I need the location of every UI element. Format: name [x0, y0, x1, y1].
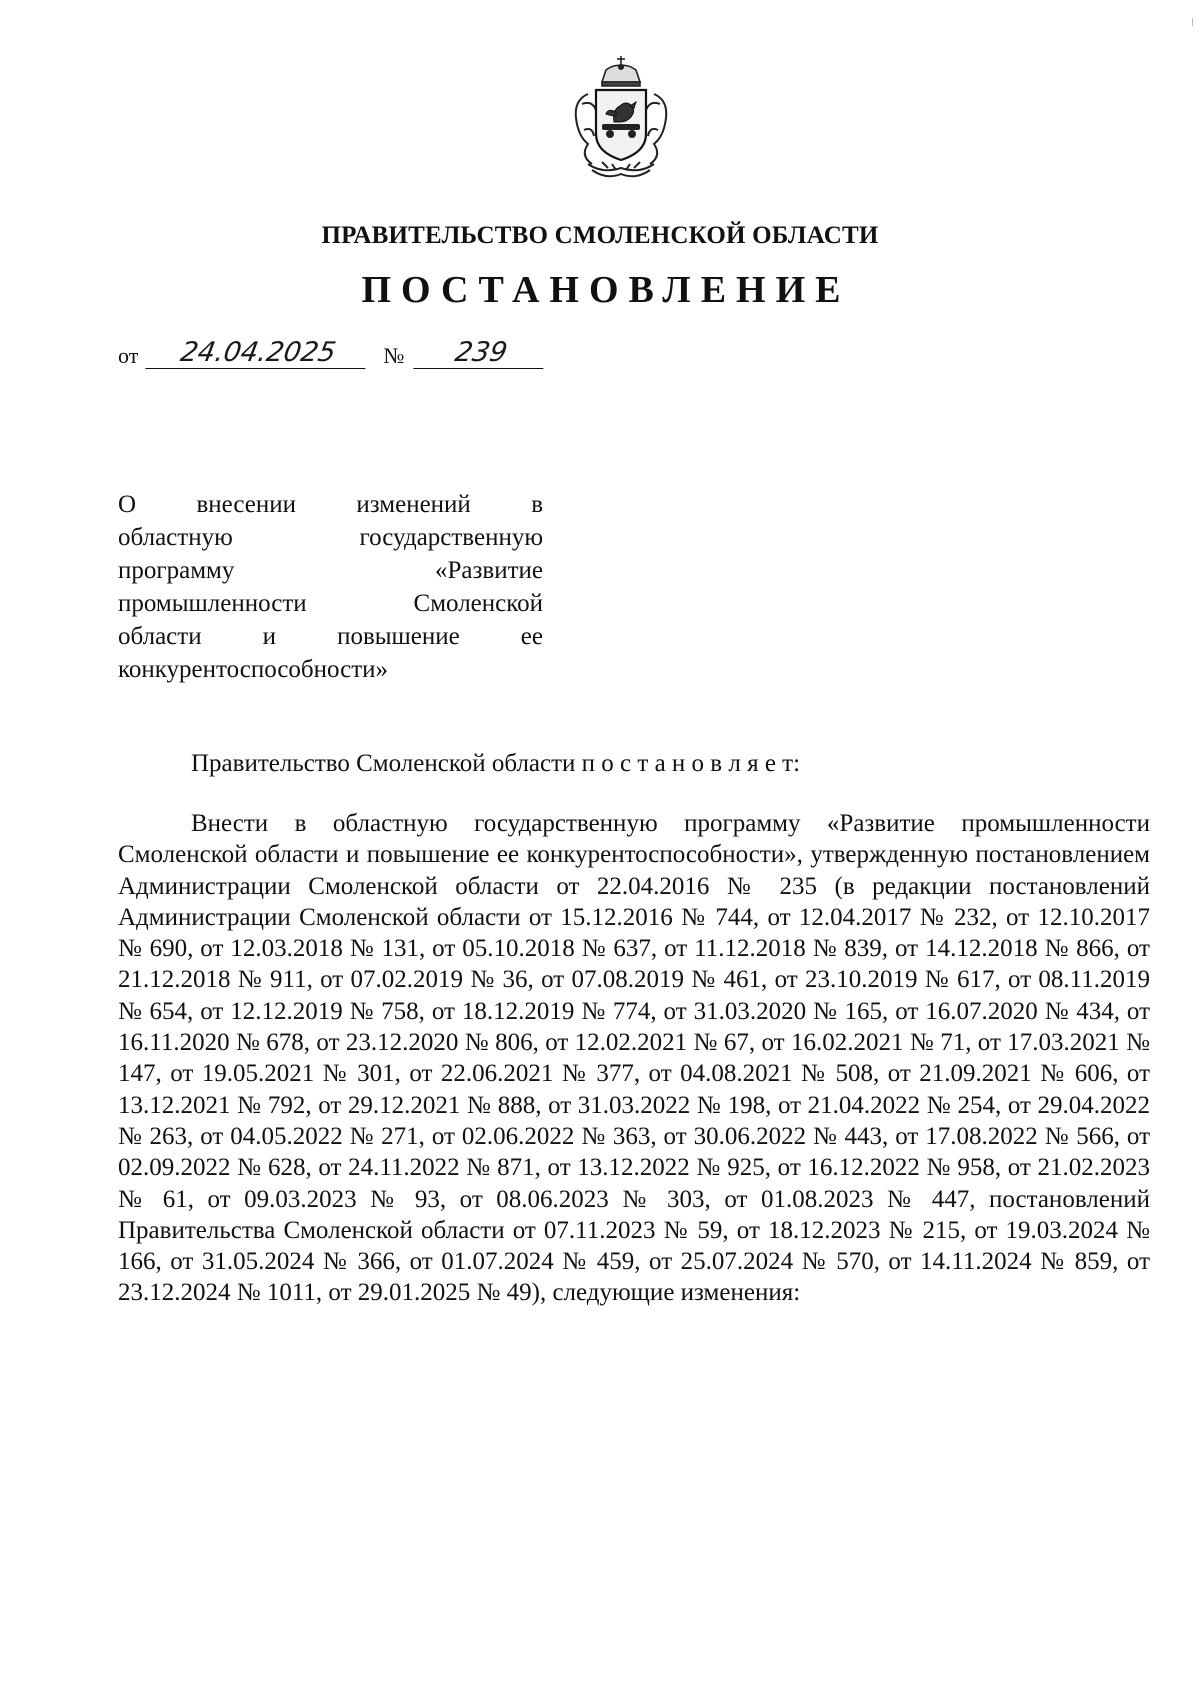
subject-line: программу «Развитие	[118, 557, 543, 584]
scan-mark	[1192, 18, 1193, 26]
subject-line: области и повышение ее	[118, 623, 543, 650]
decree-statement: Правительство Смоленской области п о с т а н о в л я е т:	[191, 750, 801, 777]
document-subject	[118, 488, 543, 686]
body-paragraph: Внести в областную государственную программу «Развитие промышленности Смоленской области и повышение ее конкурентоспособности», утвержденную постановлением Администрации Смоленской области от 22.04.2016 № 235 (в редакции постановлений Администрации Смоленской области от 15.12.2016 № 744, от 12.04.2017 № 232, от 12.10.2017 № 690, от 12.03.2018 № 131, от 05.10.2018 № 637, от 11.12.2018 № 839, от 14.12.2018 № 866, от 21.12.2018 № 911, от 07.02.2019 № 36, от 07.08.2019 № 461, от 23.10.2019 № 617, от 08.11.2019 № 654, от 12.12.2019 № 758, от 18.12.2019 № 774, от 31.03.2020 № 165, от 16.07.2020 № 434, от 16.11.2020 № 678, от 23.12.2020 № 806, от 12.02.2021 № 67, от 16.02.2021 № 71, от 17.03.2021 № 147, от 19.05.2021 № 301, от 22.06.2021 № 377, от 04.08.2021 № 508, от 21.09.2021 № 606, от 13.12.2021 № 792, от 29.12.2021 № 888, от 31.03.2022 № 198, от 21.04.2022 № 254, от 29.04.2022 № 263, от 04.05.2022 № 271, от 02.06.2022 № 363, от 30.06.2022 № 443, от 17.08.2022 № 566, от 02.09.2022 № 628, от 24.11.2022 № 871, от 13.12.2022 № 925, от 16.12.2022 № 958, от 21.02.2023 № 61, от 09.03.2023 № 93, от 08.06.2023 № 303, от 01.08.2023 № 447, постановлений Правительства Смоленской области от 07.11.2023 № 59, от 18.12.2023 № 215, от 19.03.2024 № 166, от 31.05.2024 № 366, от 01.07.2024 № 459, от 25.07.2024 № 570, от 14.11.2024 № 859, от 23.12.2024 № 1011, от 29.01.2025 № 49), следующие изменения:	[118, 810, 1150, 1307]
coat-of-arms-icon	[562, 52, 680, 182]
number-label: №	[383, 343, 405, 368]
subject-line: О внесении изменений в	[118, 491, 543, 518]
registration-line	[118, 338, 546, 369]
date-label: от	[118, 343, 139, 368]
subject-line: конкурентоспособности»	[118, 656, 389, 683]
number-field: 239	[413, 338, 548, 369]
organization-title: ПРАВИТЕЛЬСТВО СМОЛЕНСКОЙ ОБЛАСТИ	[321, 222, 879, 249]
document-type-heading: ПОСТАНОВЛЕНИЕ	[361, 269, 851, 311]
subject-line: областную государственную	[118, 524, 543, 551]
date-field: 24.04.2025	[145, 338, 370, 369]
subject-line: промышленности Смоленской	[118, 590, 543, 617]
